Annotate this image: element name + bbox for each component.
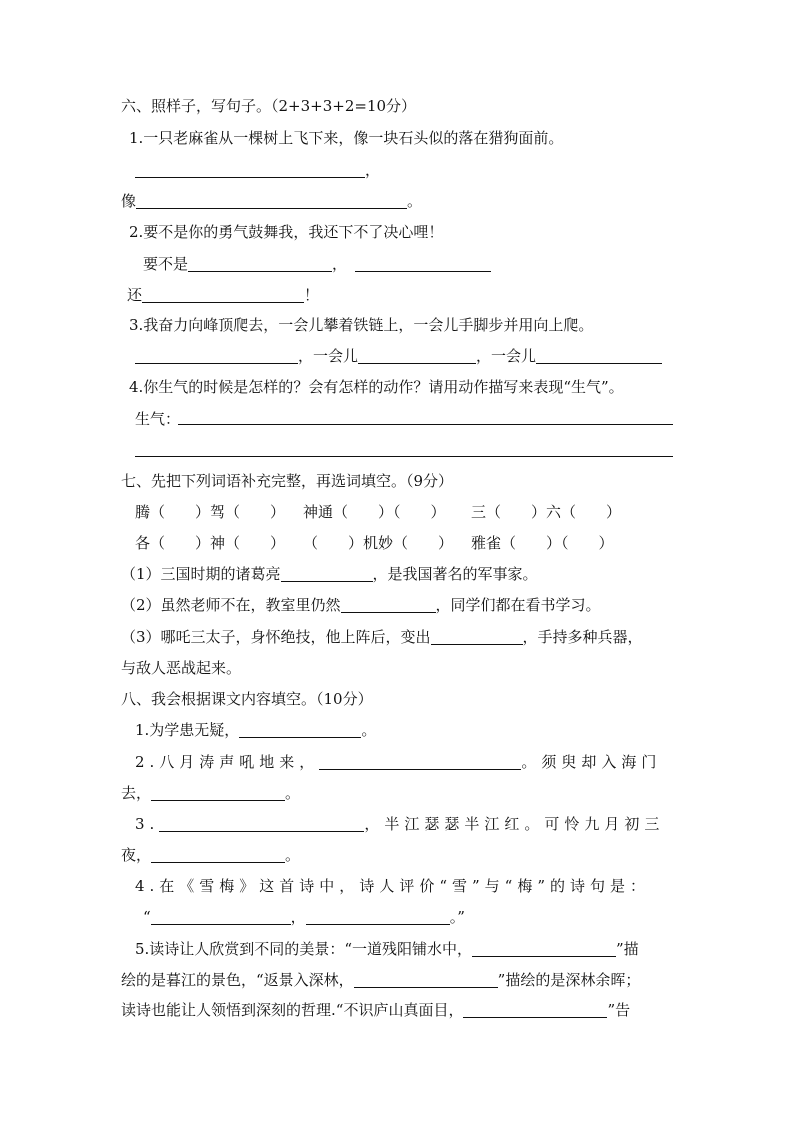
q6-1-line1: ， bbox=[135, 160, 380, 180]
q8-4: 4.在《雪梅》这首诗中，诗人评价“雪”与“梅”的诗句是： bbox=[135, 877, 650, 895]
answer-blank[interactable] bbox=[355, 255, 491, 272]
answer-line[interactable] bbox=[135, 456, 673, 457]
q6-4-prompt: 4.你生气的时候是怎样的？会有怎样的动作？请用动作描写来表现“生气”。 bbox=[129, 378, 624, 396]
answer-blank[interactable] bbox=[319, 753, 521, 770]
answer-blank[interactable] bbox=[135, 347, 298, 364]
answer-blank[interactable] bbox=[188, 255, 332, 272]
answer-blank[interactable] bbox=[472, 940, 616, 957]
q8-4-cont: “ ， 。” bbox=[143, 908, 465, 926]
section-7-title: 七、先把下列词语补充完整，再选词填空。（9分） bbox=[121, 472, 454, 490]
q8-2-cont: 去， 。 bbox=[121, 784, 301, 802]
q7-3-cont: 与敌人恶战起来。 bbox=[121, 659, 242, 677]
answer-line[interactable] bbox=[178, 424, 673, 425]
q6-1-line2: 像 。 bbox=[121, 192, 423, 210]
q8-1: 1.为学患无疑， 。 bbox=[135, 721, 377, 739]
answer-blank[interactable] bbox=[281, 565, 373, 582]
answer-blank[interactable] bbox=[463, 1001, 607, 1018]
q7-1: （1）三国时期的诸葛亮 ，是我国著名的军事家。 bbox=[121, 565, 538, 583]
answer-blank[interactable] bbox=[151, 846, 285, 863]
q6-2-prompt: 2.要不是你的勇气鼓舞我，我还下不了决心哩！ bbox=[129, 223, 444, 241]
answer-blank[interactable] bbox=[431, 628, 523, 645]
q6-3-line: ，一会儿 ，一会儿 bbox=[135, 346, 662, 366]
answer-blank[interactable] bbox=[159, 815, 364, 832]
answer-blank[interactable] bbox=[354, 971, 498, 988]
q7-3: （3）哪吒三太子，身怀绝技，他上阵后，变出 ，手持多种兵器， bbox=[121, 628, 643, 646]
q6-4-label: 生气： bbox=[135, 410, 181, 428]
idiom-2: 神通（ ）（ ） bbox=[303, 503, 446, 521]
answer-blank[interactable] bbox=[306, 908, 450, 925]
idiom-6: 雅雀（ ）（ ） bbox=[471, 534, 614, 552]
answer-blank[interactable] bbox=[151, 908, 291, 925]
q8-2: 2.八月涛声吼地来， 。须臾却入海门 bbox=[135, 753, 662, 771]
answer-blank[interactable] bbox=[239, 721, 361, 738]
idiom-5: （ ）机妙（ ） bbox=[303, 534, 454, 552]
answer-blank[interactable] bbox=[151, 784, 285, 801]
q6-3-prompt: 3.我奋力向峰顶爬去，一会儿攀着铁链上，一会儿手脚步并用向上爬。 bbox=[129, 316, 594, 334]
answer-blank[interactable] bbox=[358, 347, 476, 364]
q8-3-cont: 夜， 。 bbox=[121, 846, 301, 864]
answer-blank[interactable] bbox=[341, 596, 436, 613]
answer-blank[interactable] bbox=[142, 286, 304, 303]
answer-blank[interactable] bbox=[135, 161, 365, 178]
idiom-3: 三（ ）六（ ） bbox=[471, 503, 622, 521]
q6-2-line2: 还 ！ bbox=[127, 286, 320, 304]
q6-2-line1: 要不是 ， bbox=[143, 254, 491, 274]
q6-1-prompt: 1.一只老麻雀从一棵树上飞下来，像一块石头似的落在猎狗面前。 bbox=[129, 129, 564, 147]
idiom-4: 各（ ）神（ ） bbox=[135, 534, 286, 552]
answer-blank[interactable] bbox=[536, 347, 662, 364]
q8-5-cont1: 绘的是暮江的景色，“返景入深林， ”描绘的是深林余晖； bbox=[121, 971, 641, 989]
section-6-title: 六、照样子，写句子。（2+3+3+2=10分） bbox=[121, 97, 417, 115]
q8-5: 5.读诗让人欣赏到不同的美景：“一道残阳铺水中， ”描 bbox=[135, 940, 639, 958]
answer-blank[interactable] bbox=[136, 192, 407, 209]
q8-3: 3. ，半江瑟瑟半江红。可怜九月初三 bbox=[135, 815, 665, 833]
q7-2: （2）虽然老师不在，教室里仍然 ，同学们都在看书学习。 bbox=[121, 596, 601, 614]
q8-5-cont2: 读诗也能让人领悟到深刻的哲理.“不识庐山真面目， ”告 bbox=[121, 1001, 631, 1019]
section-8-title: 八、我会根据课文内容填空。（10分） bbox=[121, 690, 373, 708]
idiom-1: 腾（ ）驾（ ） bbox=[135, 503, 286, 521]
